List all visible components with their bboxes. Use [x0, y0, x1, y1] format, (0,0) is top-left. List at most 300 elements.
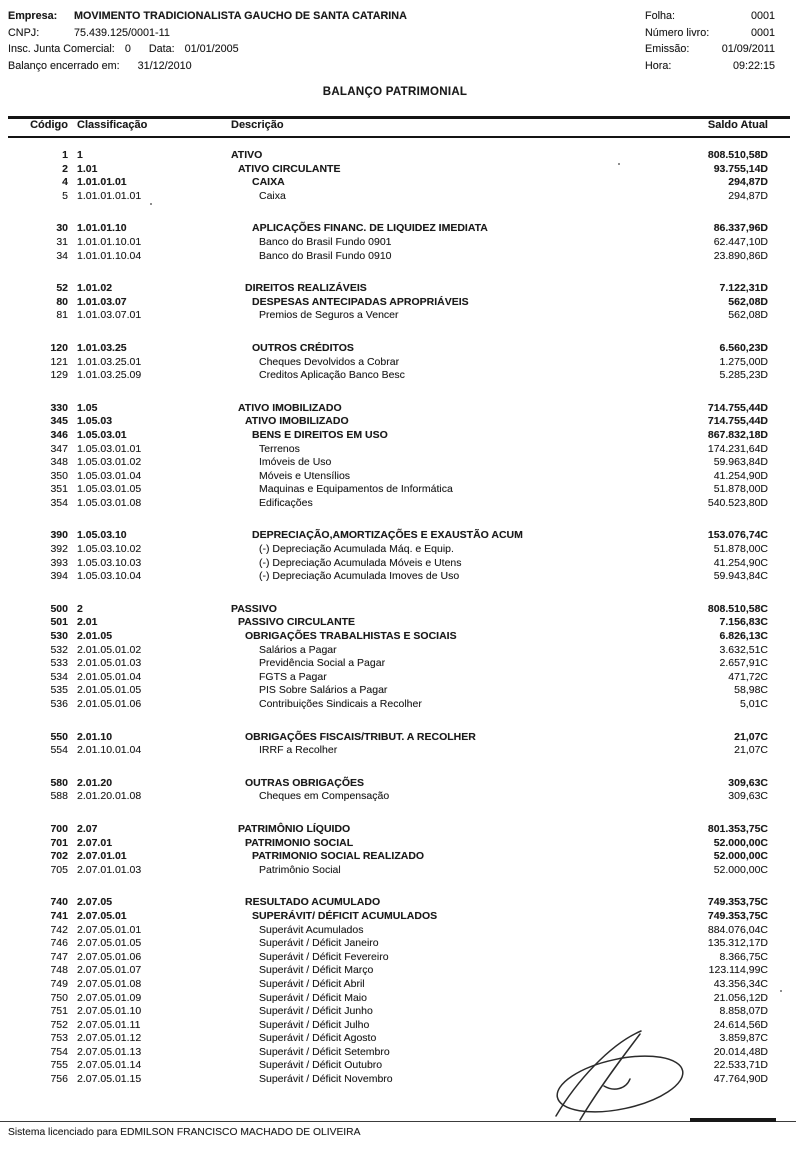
row-group: [8, 603, 768, 712]
book-line: [645, 25, 775, 42]
row-code: 1: [62, 149, 68, 161]
row-description: Caixa: [259, 189, 286, 202]
row-classification: 1.05.03.10.03: [77, 556, 142, 569]
row-balance: 62.447,10D: [713, 235, 768, 248]
row-balance: 174.231,64D: [707, 442, 768, 455]
row-description: Superávit / Déficit Junho: [259, 1005, 373, 1018]
row-classification: 1.05.03.01.05: [77, 483, 142, 496]
row-classification: 2.07.01.01.03: [77, 863, 142, 876]
row-classification: 1: [77, 149, 83, 161]
row-code: 751: [50, 1005, 68, 1018]
row-classification: 1.01.03.25.01: [77, 355, 142, 368]
row-description: CAIXA: [252, 176, 285, 189]
row-code: 750: [50, 991, 68, 1004]
row-classification: 1.05: [77, 401, 98, 414]
row-classification: 1.01.03.25: [77, 341, 127, 354]
row-description: PASSIVO CIRCULANTE: [238, 616, 356, 629]
row-group: [8, 823, 768, 877]
row-balance: 808.510,58C: [707, 602, 768, 615]
row-balance: 86.337,96D: [713, 222, 768, 235]
row-classification: 2.07.05.01.06: [77, 950, 142, 963]
row-classification: 2.07.05.01.09: [77, 991, 142, 1004]
row-code: 81: [56, 309, 68, 322]
row-code: 741: [50, 909, 68, 922]
emission-date: 01/09/2011: [721, 43, 775, 55]
cnpj-label: CNPJ:: [8, 26, 40, 39]
row-balance: 2.657,91C: [719, 657, 768, 670]
scan-speck: [150, 203, 152, 205]
row-balance: 8.366,75C: [719, 950, 768, 963]
row-code: 330: [50, 401, 68, 414]
row-balance: 808.510,58D: [707, 149, 768, 161]
row-balance: 471,72C: [728, 670, 768, 683]
sheet-number: 0001: [750, 10, 775, 22]
row-classification: 1.01.01.10.01: [77, 235, 142, 248]
row-description: DIREITOS REALIZÁVEIS: [245, 282, 367, 295]
table-row: [8, 698, 768, 712]
row-code: 753: [50, 1032, 68, 1045]
row-classification: 1.01.03.07: [77, 295, 127, 308]
row-description: Cheques em Compensação: [259, 790, 390, 803]
closing-date: 31/12/2010: [137, 59, 192, 72]
row-description: ATIVO CIRCULANTE: [238, 162, 341, 175]
row-group: [8, 402, 768, 511]
row-code: 702: [50, 850, 68, 863]
row-description: Superávit / Déficit Novembro: [259, 1073, 393, 1086]
row-balance: 135.312,17D: [707, 937, 768, 950]
row-balance: 52.000,00C: [713, 836, 768, 849]
row-description: Superávit Acumulados: [259, 923, 364, 936]
column-header-codigo: Código: [30, 119, 68, 131]
row-description: OBRIGAÇÕES FISCAIS/TRIBUT. A RECOLHER: [245, 730, 476, 743]
row-balance: 93.755,14D: [713, 162, 768, 175]
row-description: DESPESAS ANTECIPADAS APROPRIÁVEIS: [252, 295, 469, 308]
row-balance: 562,08D: [728, 309, 768, 322]
time-line: [645, 58, 775, 75]
row-description: Superávit / Déficit Agosto: [259, 1032, 377, 1045]
row-code: 742: [50, 923, 68, 936]
row-balance: 3.859,87C: [719, 1032, 768, 1045]
row-description: Salários a Pagar: [259, 643, 337, 656]
table-row: [8, 777, 768, 791]
table-row: [8, 910, 768, 924]
row-description: PATRIMONIO SOCIAL REALIZADO: [252, 850, 425, 863]
row-code: 740: [50, 896, 68, 909]
table-row: [8, 309, 768, 323]
row-group: [8, 149, 768, 203]
row-description: PIS Sobre Salários a Pagar: [259, 684, 388, 697]
row-classification: 2.07.05: [77, 896, 113, 909]
row-code: 129: [50, 369, 68, 382]
table-row: [8, 731, 768, 745]
row-balance: 51.878,00D: [713, 483, 768, 496]
row-classification: 1.01: [77, 162, 98, 175]
row-code: 534: [50, 670, 68, 683]
table-row: [8, 790, 768, 804]
row-code: 749: [50, 977, 68, 990]
row-balance: 8.858,07D: [719, 1005, 768, 1018]
row-classification: 2.07.05.01.10: [77, 1005, 142, 1018]
table-row: [8, 951, 768, 965]
row-classification: 1.01.01.01.01: [77, 189, 142, 202]
row-description: RESULTADO ACUMULADO: [245, 896, 381, 909]
row-classification: 1.05.03.01.04: [77, 469, 142, 482]
row-description: APLICAÇÕES FINANC. DE LIQUIDEZ IMEDIATA: [252, 222, 488, 235]
row-code: 554: [50, 744, 68, 757]
row-classification: 1.01.01.01: [77, 176, 127, 189]
table-row: [8, 964, 768, 978]
row-balance: 41.254,90C: [713, 556, 768, 569]
table-row: [8, 356, 768, 370]
row-classification: 2.01.10.01.04: [77, 744, 142, 757]
row-classification: 2.07.05.01.12: [77, 1032, 142, 1045]
sheet-label: Folha:: [645, 10, 676, 22]
row-balance: 749.353,75C: [707, 896, 768, 909]
row-code: 746: [50, 937, 68, 950]
table-row: [8, 543, 768, 557]
table-row: [8, 823, 768, 837]
company-header: [8, 8, 568, 74]
header-rule-bottom: [8, 136, 790, 138]
row-code: 5: [62, 189, 68, 202]
row-description: OUTROS CRÉDITOS: [252, 341, 354, 354]
table-row: [8, 296, 768, 310]
row-classification: 1.05.03: [77, 415, 113, 428]
table-row: [8, 630, 768, 644]
row-classification: 1.05.03.10.04: [77, 570, 142, 583]
row-code: 393: [50, 556, 68, 569]
footer-rule-dark-segment: [690, 1118, 776, 1122]
row-balance: 43.356,34C: [713, 977, 768, 990]
row-description: PATRIMONIO SOCIAL: [245, 836, 354, 849]
row-balance: 153.076,74C: [707, 529, 768, 542]
row-balance: 41.254,90D: [713, 469, 768, 482]
table-row: [8, 415, 768, 429]
table-row: [8, 176, 768, 190]
emission-line: [645, 41, 775, 58]
row-description: Contribuições Sindicais a Recolher: [259, 698, 422, 710]
row-code: 121: [50, 355, 68, 368]
row-classification: 2.07.05.01.05: [77, 937, 142, 950]
footer-rule: [0, 1121, 796, 1122]
row-classification: 1.05.03.01.01: [77, 442, 142, 455]
table-row: [8, 470, 768, 484]
table-row: [8, 429, 768, 443]
row-balance: 749.353,75C: [707, 909, 768, 922]
row-group: [8, 777, 768, 804]
table-row: [8, 837, 768, 851]
row-classification: 2.01.05.01.05: [77, 684, 142, 697]
column-header-descricao: Descrição: [231, 119, 284, 131]
row-balance: 52.000,00C: [713, 863, 768, 876]
row-classification: 2.01.05: [77, 630, 113, 643]
scan-speck: [780, 990, 782, 992]
row-group: [8, 529, 768, 583]
start-date-value: 01/01/2005: [184, 43, 239, 55]
table-row: [8, 342, 768, 356]
row-code: 346: [50, 428, 68, 441]
row-code: 80: [56, 295, 68, 308]
book-label: Número livro:: [645, 26, 710, 39]
row-code: 500: [50, 602, 68, 615]
row-balance: 801.353,75C: [707, 822, 768, 835]
row-group: [8, 731, 768, 758]
row-description: Creditos Aplicação Banco Besc: [259, 369, 405, 382]
table-row: [8, 402, 768, 416]
row-code: 52: [56, 282, 68, 295]
row-code: 588: [50, 790, 68, 803]
row-classification: 2.01: [77, 616, 98, 629]
row-balance: 58,98C: [734, 684, 768, 697]
row-description: (-) Depreciação Acumulada Imoves de Uso: [259, 570, 460, 583]
row-code: 501: [50, 616, 68, 629]
row-code: 705: [50, 863, 68, 876]
table-row: [8, 557, 768, 571]
table-row: [8, 497, 768, 511]
table-row: [8, 992, 768, 1006]
row-description: Superávit / Déficit Outubro: [259, 1059, 383, 1072]
row-code: 345: [50, 415, 68, 428]
row-classification: 2.07.05.01.08: [77, 977, 142, 990]
time-value: 09:22:15: [732, 59, 775, 72]
registry-line: [8, 41, 568, 58]
row-classification: 2.07.05.01.01: [77, 923, 142, 936]
row-classification: 1.01.01.10.04: [77, 249, 142, 262]
row-code: 390: [50, 529, 68, 542]
row-balance: 20.014,48D: [713, 1045, 768, 1058]
row-description: Premios de Seguros a Vencer: [259, 309, 399, 322]
row-classification: 2.01.05.01.06: [77, 698, 142, 710]
start-date-label: Data:: [148, 43, 175, 55]
row-balance: 59.943,84C: [713, 570, 768, 583]
document-title: BALANÇO PATRIMONIAL: [322, 86, 468, 98]
table-row: [8, 529, 768, 543]
row-group: [8, 342, 768, 383]
row-code: 120: [50, 341, 68, 354]
row-classification: 1.01.03.25.09: [77, 369, 142, 382]
table-row: [8, 163, 768, 177]
table-row: [8, 850, 768, 864]
sheet-line: [645, 8, 775, 25]
row-balance: 52.000,00C: [713, 850, 768, 863]
row-code: 31: [56, 235, 68, 248]
row-code: 580: [50, 776, 68, 789]
table-row: [8, 896, 768, 910]
row-classification: 2.01.20.01.08: [77, 790, 142, 803]
row-balance: 867.832,18D: [707, 428, 768, 441]
row-classification: 1.01.02: [77, 282, 113, 295]
row-classification: 2.07.05.01.11: [77, 1018, 141, 1031]
table-row: [8, 570, 768, 584]
table-row: [8, 657, 768, 671]
table-row: [8, 744, 768, 758]
row-code: 533: [50, 657, 68, 670]
table-row: [8, 684, 768, 698]
row-balance: 123.114,99C: [708, 964, 768, 977]
row-balance: 6.560,23D: [719, 341, 768, 354]
row-classification: 2.01.10: [77, 730, 113, 743]
row-description: OUTRAS OBRIGAÇÕES: [245, 776, 365, 789]
row-balance: 562,08D: [728, 295, 768, 308]
row-balance: 21,07C: [734, 744, 768, 757]
row-balance: 21,07C: [734, 730, 768, 743]
row-balance: 294,87D: [728, 189, 768, 202]
row-classification: 1.01.01.10: [77, 222, 127, 235]
row-description: Patrimônio Social: [259, 863, 341, 876]
row-code: 748: [50, 964, 68, 977]
row-classification: 2.01.05.01.02: [77, 643, 142, 656]
row-code: 756: [50, 1073, 68, 1086]
row-code: 747: [50, 950, 68, 963]
row-description: Superávit / Déficit Março: [259, 964, 374, 977]
row-description: Superávit / Déficit Abril: [259, 977, 365, 990]
row-description: Previdência Social a Pagar: [259, 657, 386, 670]
row-code: 350: [50, 469, 68, 482]
row-classification: 2.07.01.01: [77, 850, 127, 863]
row-group: [8, 222, 768, 263]
row-description: Móveis e Utensílios: [259, 469, 351, 482]
table-row: [8, 937, 768, 951]
row-code: 754: [50, 1045, 68, 1058]
row-classification: 1.05.03.10: [77, 529, 127, 542]
column-header-classificacao: Classificação: [77, 119, 148, 131]
row-code: 700: [50, 822, 68, 835]
table-row: [8, 603, 768, 617]
table-row: [8, 443, 768, 457]
table-row: [8, 369, 768, 383]
row-code: 536: [50, 698, 68, 710]
row-description: ATIVO: [231, 149, 263, 161]
row-description: Cheques Devolvidos a Cobrar: [259, 355, 400, 368]
row-balance: 5,01C: [739, 698, 768, 710]
row-balance: 22.533,71D: [713, 1059, 768, 1072]
row-classification: 2.07.01: [77, 836, 113, 849]
closing-line: [8, 58, 568, 75]
row-classification: 1.05.03.01.02: [77, 456, 142, 469]
closing-label: Balanço encerrado em:: [8, 59, 120, 72]
row-group: [8, 282, 768, 323]
row-code: 348: [50, 456, 68, 469]
row-balance: 714.755,44D: [707, 415, 768, 428]
row-description: Edificações: [259, 496, 313, 509]
table-row: [8, 236, 768, 250]
row-description: PASSIVO: [231, 602, 277, 615]
row-balance: 294,87D: [728, 176, 768, 189]
row-classification: 2: [77, 602, 83, 615]
row-description: DEPRECIAÇÃO,AMORTIZAÇÕES E EXAUSTÃO ACUM: [252, 529, 523, 542]
row-description: Superávit / Déficit Setembro: [259, 1045, 390, 1058]
column-header-saldo: Saldo Atual: [707, 119, 768, 131]
row-balance: 714.755,44D: [707, 401, 768, 414]
row-code: 550: [50, 730, 68, 743]
table-body: [8, 149, 768, 1106]
company-label: Empresa:: [8, 10, 58, 22]
row-classification: 2.07: [77, 822, 98, 835]
row-description: FGTS a Pagar: [259, 670, 327, 683]
row-description: ATIVO IMOBILIZADO: [245, 415, 349, 428]
row-description: ATIVO IMOBILIZADO: [238, 401, 342, 414]
table-row: [8, 456, 768, 470]
row-balance: 3.632,51C: [719, 643, 768, 656]
row-code: 2: [62, 162, 68, 175]
table-row: [8, 616, 768, 630]
row-code: 351: [50, 483, 68, 496]
row-description: Superávit / Déficit Julho: [259, 1018, 370, 1031]
row-code: 701: [50, 836, 68, 849]
row-balance: 6.826,13C: [719, 630, 768, 643]
table-row: [8, 671, 768, 685]
company-name: MOVIMENTO TRADICIONALISTA GAUCHO DE SANTA CATARINA: [74, 10, 407, 22]
time-label: Hora:: [645, 59, 672, 72]
row-classification: 2.07.05.01.13: [77, 1045, 142, 1058]
row-balance: 540.523,80D: [707, 496, 768, 509]
row-balance: 7.122,31D: [719, 282, 768, 295]
row-balance: 5.285,23D: [719, 369, 768, 382]
row-code: 30: [56, 222, 68, 235]
row-balance: 51.878,00C: [713, 543, 768, 556]
row-description: Imóveis de Uso: [259, 456, 332, 469]
row-balance: 309,63C: [728, 776, 768, 789]
table-row: [8, 483, 768, 497]
row-description: Maquinas e Equipamentos de Informática: [259, 483, 453, 496]
row-description: Banco do Brasil Fundo 0901: [259, 235, 392, 248]
row-code: 752: [50, 1018, 68, 1031]
row-classification: 2.07.05.01.14: [77, 1059, 142, 1072]
table-row: [8, 644, 768, 658]
table-row: [8, 978, 768, 992]
row-description: SUPERÁVIT/ DÉFICIT ACUMULADOS: [252, 909, 438, 922]
row-balance: 59.963,84D: [713, 456, 768, 469]
row-balance: 309,63C: [728, 790, 768, 803]
table-row: [8, 250, 768, 264]
row-code: 34: [56, 249, 68, 262]
cnpj-value: 75.439.125/0001-11: [74, 26, 170, 39]
row-classification: 2.07.05.01.15: [77, 1073, 142, 1086]
row-description: (-) Depreciação Acumulada Máq. e Equip.: [259, 543, 454, 556]
row-code: 392: [50, 543, 68, 556]
row-code: 4: [62, 176, 68, 189]
row-description: Superávit / Déficit Fevereiro: [259, 950, 389, 963]
row-classification: 2.01.05.01.04: [77, 670, 142, 683]
scan-speck: [618, 163, 620, 165]
table-header: [8, 119, 768, 131]
row-code: 394: [50, 570, 68, 583]
table-row: [8, 1005, 768, 1019]
row-classification: 1.05.03.01.08: [77, 496, 142, 509]
row-classification: 2.01.20: [77, 776, 113, 789]
row-description: Superávit / Déficit Janeiro: [259, 937, 379, 950]
row-balance: 47.764,90D: [713, 1073, 768, 1086]
row-code: 347: [50, 442, 68, 455]
license-text: Sistema licenciado para EDMILSON FRANCISCO MACHADO DE OLIVEIRA: [8, 1127, 361, 1138]
book-number: 0001: [750, 26, 775, 39]
row-code: 530: [50, 630, 68, 643]
row-balance: 21.056,12D: [713, 991, 768, 1004]
table-row: [8, 149, 768, 163]
row-code: 354: [50, 496, 68, 509]
row-balance: 7.156,83C: [719, 616, 768, 629]
row-balance: 884.076,04C: [707, 923, 768, 936]
row-description: (-) Depreciação Acumulada Móveis e Utens: [259, 556, 462, 569]
row-classification: 2.07.05.01.07: [77, 964, 142, 977]
table-row: [8, 222, 768, 236]
row-description: Terrenos: [259, 442, 300, 455]
table-row: [8, 282, 768, 296]
row-description: IRRF a Recolher: [259, 744, 338, 757]
row-balance: 1.275,00D: [719, 355, 768, 368]
row-classification: 1.05.03.10.02: [77, 543, 142, 556]
page-info-header: [645, 8, 775, 74]
